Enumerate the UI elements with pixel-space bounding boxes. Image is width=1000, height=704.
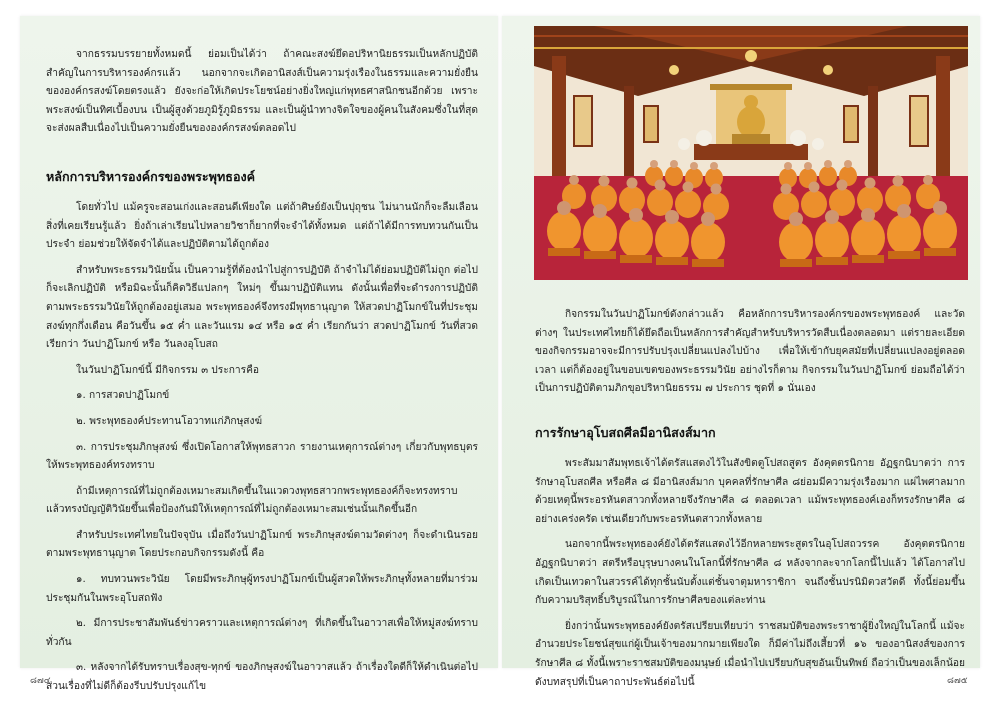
list-item: ๒. มีการประชาสัมพันธ์ข่าวคราวและเหตุการณ์ต่างๆ ที่เกิดขึ้นในอาวาสเพื่อให้หมู่สงฆ์ทราบทั่วกัน [46, 618, 478, 648]
section-heading-administration: หลักการบริหารองค์กรของพระพุทธองค์ [46, 168, 256, 184]
paragraph: ยิ่งกว่านั้นพระพุทธองค์ยังตรัสเปรียบเทียบว่า ราชสมบัติของพระราชาผู้ยิ่งใหญ่ในโลกนี้ แม้จะอำนวยประโยชน์สุขแก่ผู้เป็นเจ้าของมากมายเพียงใด ก็มีค่าไม่ถึงเสี้ยวที่ ๑๖ ของอานิสงส์ของการรักษาศีล ๘ ทั้งนี้เพราะราชสมบัติของมนุษย์ เมื่อนำไปเปรียบกับสุขอันเป็นทิพย์ ถือว่าเป็นของเล็กน้อย ดังบทสรุปที่เป็นคาถาประพันธ์ต่อไปนี้ [535, 620, 965, 688]
paragraph: สำหรับพระธรรมวินัยนั้น เป็นความรู้ที่ต้องนำไปสู่การปฏิบัติ ถ้าจำไม่ได้ย่อมปฏิบัติไม่ถูก ต่อไปก็จะเลิกปฏิบัติ หรือมิฉะนั้นก็คิดวิธีแปลกๆ ใหม่ๆ ขึ้นมาปฏิบัติแทน ดังนั้นเพื่อที่จะดำรงการปฏิบัติตามพระธรรมวินัยให้ถูกต้องอยู่เสมอ พระพุทธองค์จึงทรงมีพุทธานุญาต ให้สวดปาฏิโมกข์ในที่ประชุมสงฆ์ทุกกึ่งเดือน คือวันขึ้น ๑๕ ค่ำ และวันแรม ๑๔ หรือ ๑๕ ค่ำ เรียกกันว่า สวดปาฏิโมกข์ วันที่สวดเรียกว่า วันปาฏิโมกข์ หรือ วันลงอุโบสถ [46, 264, 478, 351]
monks-assembly-photo [534, 26, 968, 280]
section-heading-uposatha: การรักษาอุโบสถศีลมีอานิสงส์มาก [535, 424, 716, 440]
list-item: ๒. พระพุทธองค์ประทานโอวาทแก่ภิกษุสงฆ์ [76, 415, 263, 427]
paragraph: ในวันปาฏิโมกข์นี้ มีกิจกรรม ๓ ประการคือ [76, 364, 259, 376]
paragraph: ถ้ามีเหตุการณ์ที่ไม่ถูกต้องเหมาะสมเกิดขึ้นในแวดวงพุทธสาวกพระพุทธองค์ก็จะทรงทราบ แล้วทรงบัญญัติวินัยขึ้นเพื่อป้องกันมิให้เหตุการณ์ที่ไม่ถูกต้องเหมาะสมเช่นนั้นเกิดขึ้นอีก [46, 485, 458, 516]
paragraph: โดยทั่วไป แม้ครูจะสอนเก่งและสอนดีเพียงใด แต่ถ้าศิษย์ยังเป็นปุถุชน ไม่นานนักก็จะลืมเลือนสิ่งที่เคยเรียนรู้แล้ว ยิ่งถ้าเล่าเรียนไปหลายวิชาก็ยากที่จะจำได้ทั้งหมด แต่ถ้าได้มีการทบทวนกันเป็นประจำ ย่อมช่วยให้จัดจำได้และปฏิบัติตามได้ถูกต้อง [46, 201, 478, 251]
page-number-right: ๘๗๕ [947, 676, 968, 686]
paragraph: กิจกรรมในวันปาฏิโมกข์ดังกล่าวแล้ว คือหลักการบริหารองค์กรของพระพุทธองค์ และวัดต่างๆ ในประเทศไทยก็ได้ยึดถือเป็นหลักการสำคัญสำหรับบริหารวัดสืบเนื่องตลอดมา แต่รายละเอียดของกิจกรรมอาจจะมีการปรับปรุงเปลี่ยนแปลงไปบ้าง เพื่อให้เข้ากับยุคสมัยที่เปลี่ยนแปลงอยู่ตลอดเวลา แต่ก็ต้องอยู่ในขอบเขตของพระธรรมวินัย อย่างไรก็ตาม กิจกรรมในวันปาฏิโมกข์ ย่อมถือได้ว่าเป็นการปฏิบัติตามภิกขุอปริหานิยธรรม ๗ ประการ ชุดที่ ๑ นั่นเอง [535, 309, 965, 395]
list-item: ๓. หลังจากได้รับทราบเรื่องสุข-ทุกข์ ของภิกษุสงฆ์ในอาวาสแล้ว ถ้าเรื่องใดดีก็ให้ดำเนินต่อไป ส่วนเรื่องที่ไม่ดีก็ต้องรีบปรับปรุงแก้ไข [46, 662, 478, 693]
left-text-column [46, 46, 478, 704]
list-item: ๑. ทบทวนพระวินัย โดยมีพระภิกษุผู้ทรงปาฏิโมกข์เป็นผู้สวดให้พระภิกษุทั้งหลายที่มาร่วมประชุมกันในพระอุโบสถฟัง [46, 574, 478, 604]
intro-paragraph: จากธรรมบรรยายทั้งหมดนี้ ย่อมเป็นได้ว่า ถ้าคณะสงฆ์ยึดอปริหานิยธรรมเป็นหลักปฏิบัติสำคัญในการบริหารองค์กรแล้ว นอกจากจะเกิดอานิสงส์เป็นความรุ่งเรืองในธรรมและความยั่งยืนขององค์กรสงฆ์โดยตรงแล้ว ยังจะก่อให้เกิดประโยชน์อย่างยิ่งใหญ่แก่พุทธศาสนิกชนอีกด้วย เพราะพระสงฆ์เป็นทิศเบื้องบน เป็นผู้สูงด้วยภูมิรู้ภูมิธรรม และเป็นผู้นำทางจิตใจของผู้คนในสังคมซึ่งในที่สุดจะส่งผลสืบเนื่องไปเป็นความยั่งยืนขององค์กรสงฆ์ตลอดไป [46, 49, 478, 135]
list-item: ๑. การสวดปาฏิโมกข์ [76, 390, 170, 402]
page-number-left: ๘๗๔ [30, 676, 51, 686]
right-text-column [535, 306, 965, 699]
paragraph: สำหรับประเทศไทยในปัจจุบัน เมื่อถึงวันปาฏิโมกข์ พระภิกษุสงฆ์ตามวัดต่างๆ ก็จะดำเนินรอยตามพระพุทธานุญาต โดยประกอบกิจกรรมดังนี้ คือ [46, 529, 478, 560]
paragraph: พระสัมมาสัมพุทธเจ้าได้ตรัสแสดงไว้ในสังขิตตูโปสถสูตร อังคุตตรนิกาย อัฏฐกนิบาตว่า การรักษาอุโบสถศีล หรือศีล ๘ มีอานิสงส์มาก บุคคลที่รักษาศีล ๘ย่อมมีความรุ่งเรืองมาก แผ่ไพศาลมากด้วยเหตุนี้พระอรหันตสาวกทั้งหลายจึงรักษาศีล ๘ ตลอดเวลา แม้พระพุทธองค์เองก็ทรงรักษาศีล ๘ อย่างเคร่งครัด เช่นเดียวกับพระอรหันตสาวกทั้งหลาย [535, 457, 965, 525]
list-item: ๓. การประชุมภิกษุสงฆ์ ซึ่งเปิดโอกาสให้พุทธสาวก รายงานเหตุการณ์ต่างๆ เกี่ยวกับพุทธบุตรให้พระพุทธองค์ทรงทราบ [46, 441, 478, 472]
paragraph: นอกจากนี้พระพุทธองค์ยังได้ตรัสแสดงไว้อีกหลายพระสูตรในอุโปสถวรรค อังคุตตรนิกาย อัฏฐกนิบาตว่า สตรีหรือบุรุษบางคนในโลกนี้ที่รักษาศีล ๘ หลังจากละจากโลกนี้ไปแล้ว ได้โอกาสไปเกิดเป็นเทวดาในสวรรค์ได้ทุกชั้นนับตั้งแต่ชั้นจาตุมหาราชิกา จนถึงชั้นปรนิมิตวสวัตดี ทั้งนี้ย่อมขึ้นกับความบริสุทธิ์บริบูรณ์ในการรักษาศีลของแต่ละท่าน [535, 539, 965, 607]
